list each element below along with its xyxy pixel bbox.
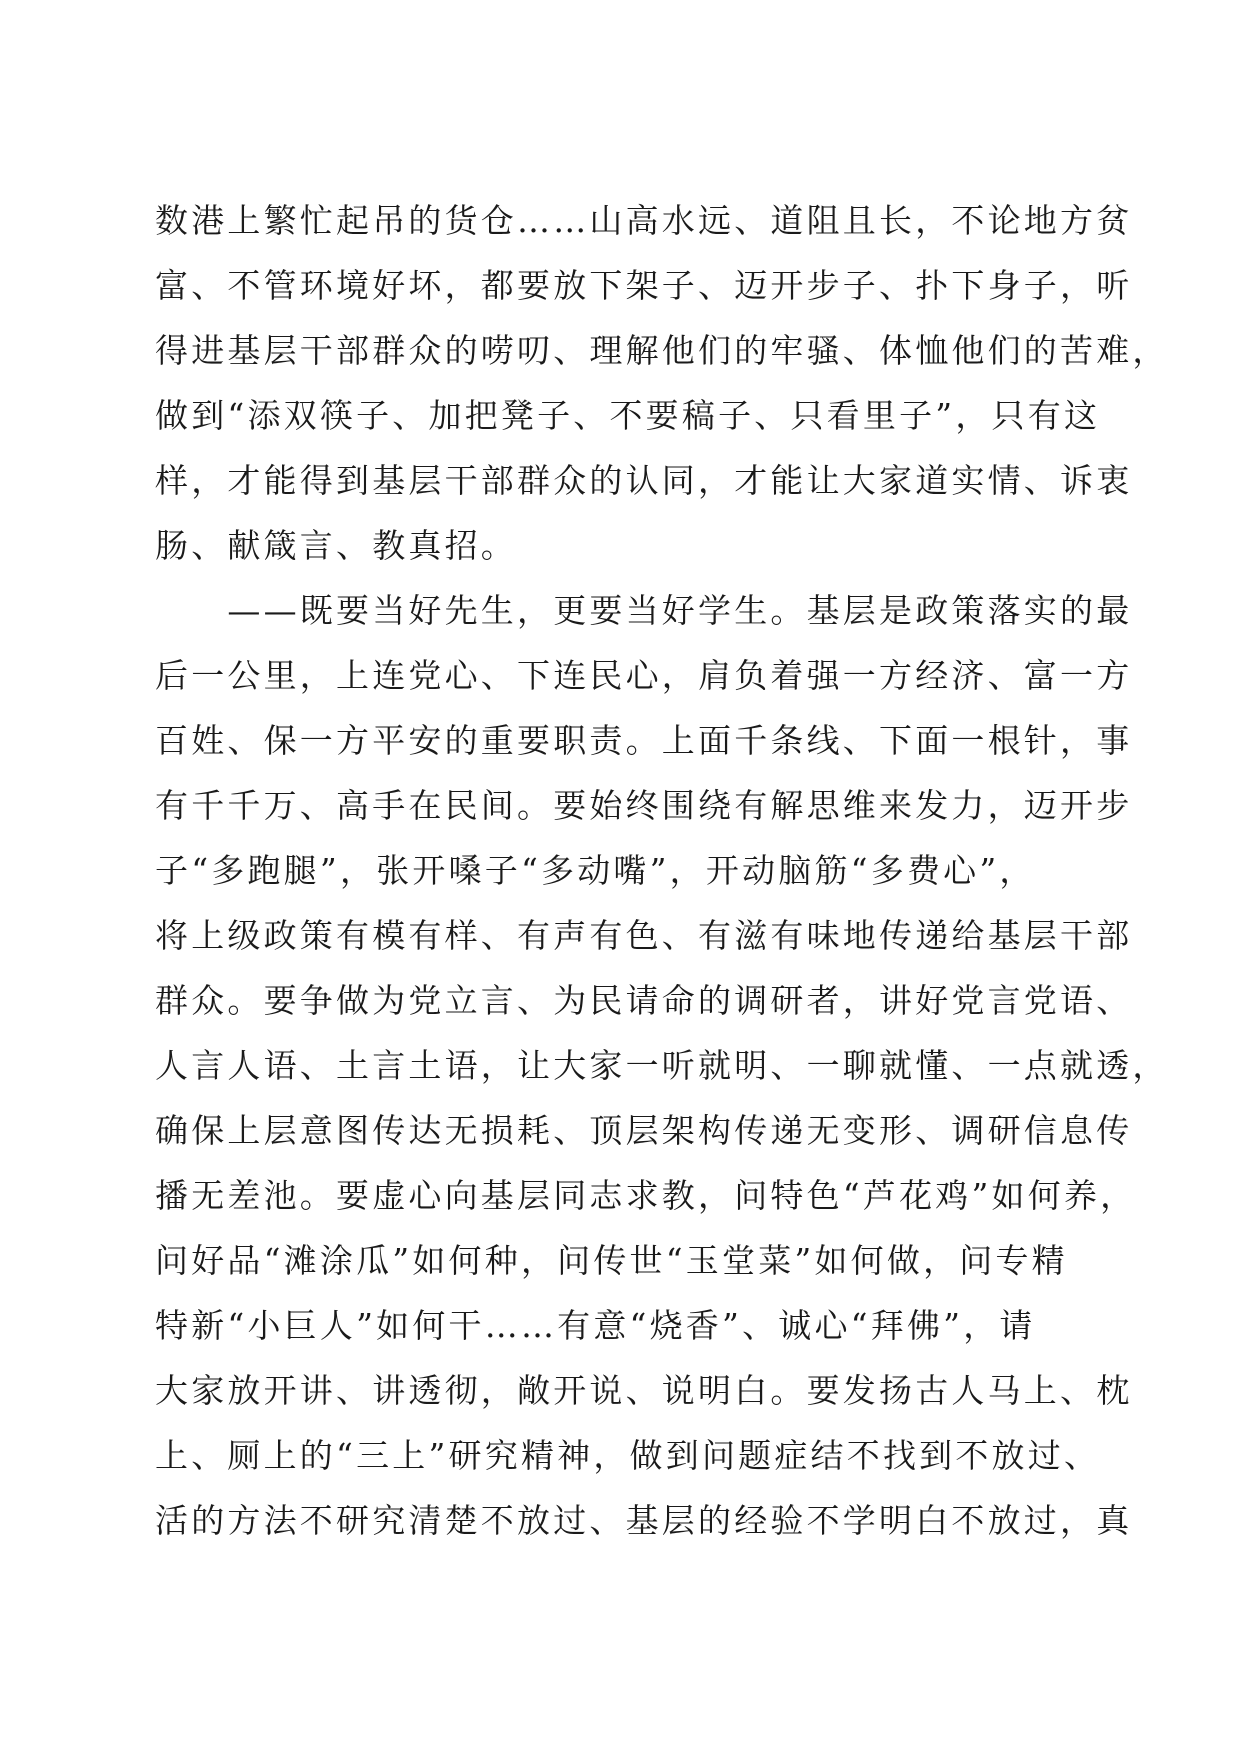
text-line: 播无差池。要虚心向基层同志求教，问特色“芦花鸡”如何养， [155, 1176, 1137, 1215]
text-line: 确保上层意图传达无损耗、顶层架构传递无变形、调研信息传 [155, 1111, 1133, 1150]
text-line: 样，才能得到基层干部群众的认同，才能让大家道实情、诉衷 [155, 461, 1133, 500]
text-line: 上、厕上的“三上”研究精神，做到问题症结不找到不放过、 [155, 1436, 1101, 1475]
paragraph-2 [155, 578, 1169, 1553]
text-line: 数港上繁忙起吊的货仓……山高水远、道阻且长，不论地方贫 [155, 201, 1133, 240]
text-line: 问好品“滩涂瓜”如何种，问传世“玉堂菜”如何做，问专精 [155, 1241, 1068, 1280]
text-line: 做到“添双筷子、加把凳子、不要稿子、只看里子”，只有这 [155, 396, 1101, 435]
text-line: 活的方法不研究清楚不放过、基层的经验不学明白不放过，真 [155, 1501, 1133, 1540]
text-line: 肠、献箴言、教真招。 [155, 526, 517, 565]
text-line: 百姓、保一方平安的重要职责。上面千条线、下面一根针，事 [155, 721, 1133, 760]
text-line: 子“多跑腿”，张开嗓子“多动嘴”，开动脑筋“多费心”， [155, 851, 1036, 890]
text-line: 大家放开讲、讲透彻，敞开说、说明白。要发扬古人马上、枕 [155, 1371, 1133, 1410]
text-line: 特新“小巨人”如何干……有意“烧香”、诚心“拜佛”，请 [155, 1306, 1036, 1345]
text-line: ——既要当好先生，更要当好学生。基层是政策落实的最 [155, 591, 1133, 630]
text-line: 有千千万、高手在民间。要始终围绕有解思维来发力，迈开步 [155, 786, 1133, 825]
text-line: 人言人语、土言土语，让大家一听就明、一聊就懂、一点就透， [155, 1046, 1169, 1085]
text-line: 将上级政策有模有样、有声有色、有滋有味地传递给基层干部 [155, 916, 1133, 955]
text-line: 得进基层干部群众的唠叨、理解他们的牢骚、体恤他们的苦难， [155, 331, 1169, 370]
text-line: 群众。要争做为党立言、为民请命的调研者，讲好党言党语、 [155, 981, 1133, 1020]
document-body [155, 188, 1169, 1553]
text-line: 后一公里，上连党心、下连民心，肩负着强一方经济、富一方 [155, 656, 1133, 695]
paragraph-1 [155, 188, 1169, 578]
text-line: 富、不管环境好坏，都要放下架子、迈开步子、扑下身子，听 [155, 266, 1133, 305]
